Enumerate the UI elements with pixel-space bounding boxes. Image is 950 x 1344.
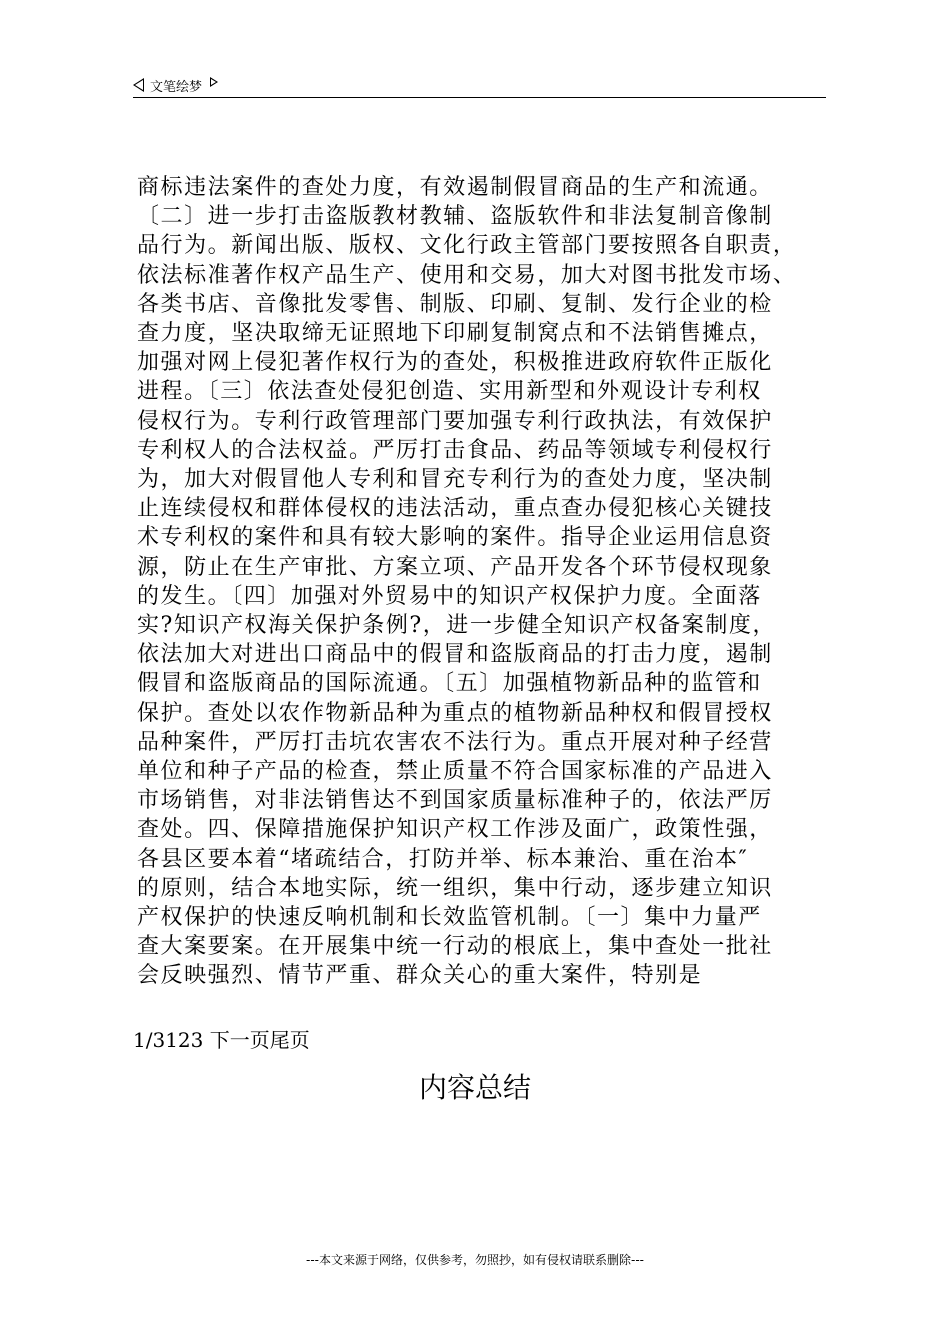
pagination-text: 1/3123 下一页尾页 [133, 1028, 310, 1052]
body-line: 市场销售，对非法销售达不到国家质量标准种子的，依法严厉 [137, 788, 773, 814]
body-line: 保护。查处以农作物新品种为重点的植物新品种权和假冒授权 [137, 700, 773, 726]
body-line: 的原则，结合本地实际，统一组织，集中行动，逐步建立知识 [137, 875, 773, 901]
body-line: 止连续侵权和群体侵权的违法活动，重点查办侵犯核心关键技 [137, 496, 773, 522]
body-line: 查大案要案。在开展集中统一行动的根底上，集中查处一批社 [137, 934, 773, 960]
body-line: 假冒和盗版商品的国际流通。〔五〕加强植物新品种的监管和 [137, 671, 762, 697]
body-line: 单位和种子产品的检查，禁止质量不符合国家标准的产品进入 [137, 759, 773, 785]
body-line: 侵权行为。专利行政管理部门要加强专利行政执法，有效保护 [137, 408, 773, 434]
body-line: 〔二〕进一步打击盗版教材教辅、盗版软件和非法复制音像制 [137, 204, 773, 230]
body-line: 专利权人的合法权益。严厉打击食品、药品等领域专利侵权行 [137, 437, 773, 463]
body-line: 会反映强烈、情节严重、群众关心的重大案件，特别是 [137, 963, 703, 989]
header-divider [133, 97, 826, 98]
body-line: 查处。四、保障措施保护知识产权工作涉及面广，政策性强， [137, 817, 773, 843]
header-brand: 文笔绘梦 [150, 79, 203, 95]
body-line: 查力度，坚决取缔无证照地下印刷复制窝点和不法销售摊点， [137, 321, 773, 347]
document-body [137, 173, 837, 991]
body-line: 加强对网上侵犯著作权行为的查处，积极推进政府软件正版化 [137, 350, 773, 376]
body-line: 的发生。〔四〕加强对外贸易中的知识产权保护力度。全面落 [137, 583, 762, 609]
body-line: 品种案件，严厉打击坑农害农不法行为。重点开展对种子经营 [137, 729, 773, 755]
body-line: 商标违法案件的查处力度，有效遏制假冒商品的生产和流通。 [137, 175, 773, 200]
body-line: 术专利权的案件和具有较大影响的案件。指导企业运用信息资 [137, 525, 773, 551]
body-line: 依法加大对进出口商品中的假冒和盗版商品的打击力度，遏制 [137, 642, 773, 668]
page-header [133, 74, 218, 96]
body-line: 为，加大对假冒他人专利和冒充专利行为的查处力度，坚决制 [137, 467, 773, 493]
body-line: 各县区要本着“堵疏结合，打防并举、标本兼治、重在治本″ [137, 846, 749, 872]
summary-title: 内容总结 [418, 1071, 531, 1104]
body-line: 品行为。新闻出版、版权、文化行政主管部门要按照各自职责， [137, 233, 797, 259]
body-line: 各类书店、音像批发零售、制版、印刷、复制、发行企业的检 [137, 291, 773, 317]
body-line: 源，防止在生产审批、方案立项、产品开发各个环节侵权现象 [137, 554, 773, 580]
body-line: 产权保护的快速反响机制和长效监管机制。〔一〕集中力量严 [137, 905, 762, 931]
body-line: 依法标准著作权产品生产、使用和交易，加大对图书批发市场、 [137, 262, 797, 288]
body-line: 进程。〔三〕依法查处侵犯创造、实用新型和外观设计专利权 [137, 379, 762, 405]
body-line: 实?知识产权海关保护条例?，进一步健全知识产权备案制度， [137, 613, 776, 639]
footer-disclaimer: ---本文来源于网络，仅供参考，勿照抄，如有侵权请联系删除--- [306, 1253, 644, 1267]
triangle-left-icon [133, 78, 144, 92]
triangle-right-icon [210, 77, 218, 87]
